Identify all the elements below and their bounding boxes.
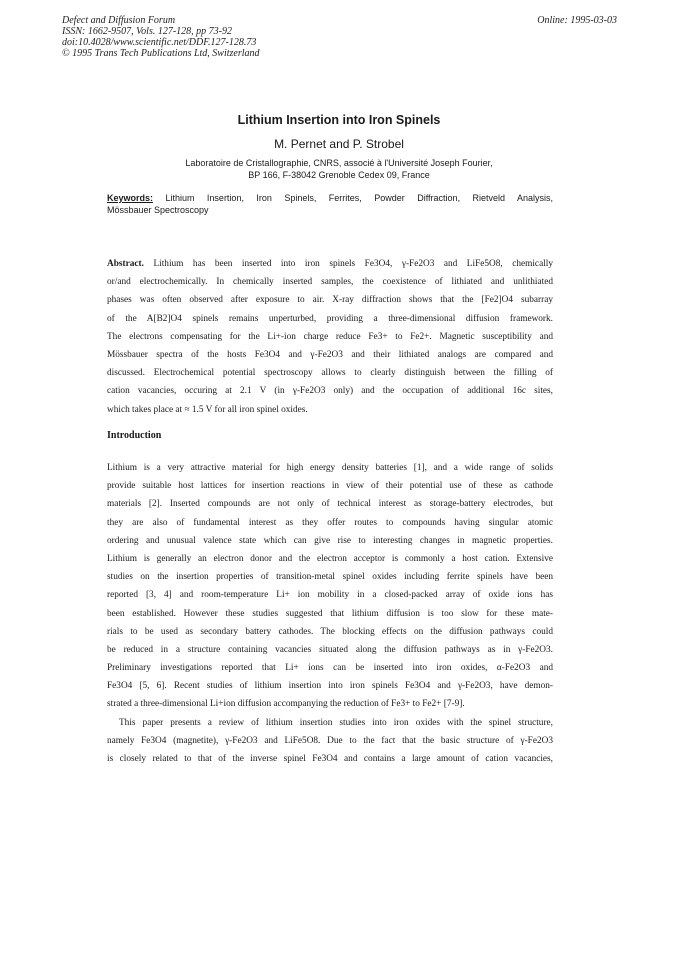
body-line: been established. However these studies suggested that lithium diffusion is too slow for these mate-: [107, 608, 553, 619]
body-line: provide suitable host lattices for insertion reactions in view of their potential use of these as cathode: [107, 481, 553, 492]
body-line: reported [3, 4] and room-temperature Li+ ion mobility in a closed-packed array of oxide ions has: [107, 590, 553, 601]
keywords-line: [107, 192, 553, 204]
abstract-line: discussed. Electrochemical potential spectroscopy allows to clearly distinguish between the filling of: [107, 368, 553, 379]
section-heading-introduction: Introduction: [107, 430, 162, 441]
abstract-line: phases was often observed after exposure to air. X-ray diffraction shows that the [Fe2]O4 subarray: [107, 295, 553, 306]
body-line: is closely related to that of the inverse spinel Fe3O4 and contains a large amount of cation vacancies,: [107, 754, 553, 764]
journal-name: Defect and Diffusion Forum: [62, 15, 176, 26]
body-line: namely Fe3O4 (magnetite), γ-Fe2O3 and LiFe5O8. Due to the fact that the basic structure of γ-Fe2O3: [107, 735, 553, 746]
body-line: be reduced in a structure containing vacancies situated along the diffusion pathways as in γ-Fe2O3.: [107, 644, 553, 655]
keywords-text: Lithium Insertion, Iron Spinels, Ferrites, Powder Diffraction, Rietveld Analysis,: [165, 193, 553, 203]
authors: M. Pernet and P. Strobel: [274, 137, 404, 151]
body-line: studies on the insertion properties of transition-metal spinel oxides including ferrite spinels have been: [107, 572, 553, 583]
affiliation-line: BP 166, F-38042 Grenoble Cedex 09, France: [248, 170, 430, 180]
abstract-line: of the A[B2]O4 spinels remains unperturbed, providing a three-dimensional diffusion framework.: [107, 313, 553, 324]
keywords-block: [107, 192, 553, 216]
body-line: ordering and unusual valence state which can give rise to interesting changes in magnetic properties.: [107, 535, 553, 546]
affiliation: [0, 157, 678, 181]
keywords-line: Mössbauer Spectroscopy: [107, 205, 209, 215]
body-line: Preliminary investigations reported that Li+ ions can be inserted into iron oxides, α-Fe2O3 and: [107, 663, 553, 674]
copyright-line: © 1995 Trans Tech Publications Ltd, Switzerland: [62, 48, 260, 59]
doi-line: doi:10.4028/www.scientific.net/DDF.127-128.73: [62, 37, 257, 48]
paper-title: Lithium Insertion into Iron Spinels: [237, 113, 441, 127]
abstract-line: [107, 255, 553, 273]
issn-line: ISSN: 1662-9507, Vols. 127-128, pp 73-92: [62, 26, 232, 37]
affiliation-line: Laboratoire de Cristallographie, CNRS, associé à l'Université Joseph Fourier,: [185, 158, 493, 168]
journal-header: [62, 15, 617, 59]
introduction-body: [107, 459, 553, 768]
abstract-line: Mössbauer spectra of the hosts Fe3O4 and γ-Fe2O3 and their lithiated analogs are compared and: [107, 349, 553, 360]
body-line: rials to be used as secondary battery cathodes. The blocking effects on the diffusion pathways could: [107, 626, 553, 637]
body-line: materials [2]. Inserted compounds are not only of technical interest as storage-battery electrodes, but: [107, 499, 553, 510]
keywords-label: Keywords:: [107, 193, 154, 203]
body-line: Lithium is a very attractive material for high energy density batteries [1], and a wide range of solids: [107, 463, 553, 473]
abstract-line: or/and electrochemically. In chemically inserted samples, the coexistence of lithiated and unlithiated: [107, 277, 553, 288]
abstract-label: Abstract.: [107, 259, 144, 269]
body-line: Fe3O4 [5, 6]. Recent studies of lithium insertion into iron spinels Fe3O4 and γ-Fe2O3, have demon-: [107, 681, 553, 692]
abstract-line: The electrons compensating for the Li+-ion charge reduce Fe3+ to Fe2+. Magnetic susceptibility and: [107, 331, 553, 342]
abstract-text: Lithium has been inserted into iron spinels Fe3O4, γ-Fe2O3 and LiFe5O8, chemically: [153, 259, 554, 269]
body-line: they are also of fundamental interest as they offer routes to compounds having singular atomic: [107, 517, 553, 528]
body-line: This paper presents a review of lithium insertion studies into iron oxides with the spinel structure,: [119, 717, 553, 728]
online-date: Online: 1995-03-03: [537, 15, 617, 26]
abstract-line: which takes place at ≈ 1.5 V for all iron spinel oxides.: [107, 404, 308, 415]
abstract-line: cation vacancies, occuring at 2.1 V (in γ-Fe2O3 only) and the occupation of additional 16c sites,: [107, 386, 553, 397]
abstract-block: [107, 255, 553, 419]
body-line: strated a three-dimensional Li+ion diffusion accompanying the reduction of Fe3+ to Fe2+ [7-9].: [107, 699, 465, 710]
body-line: Lithium is generally an electron donor and the electron acceptor is commonly a host cation. Extensive: [107, 553, 553, 564]
